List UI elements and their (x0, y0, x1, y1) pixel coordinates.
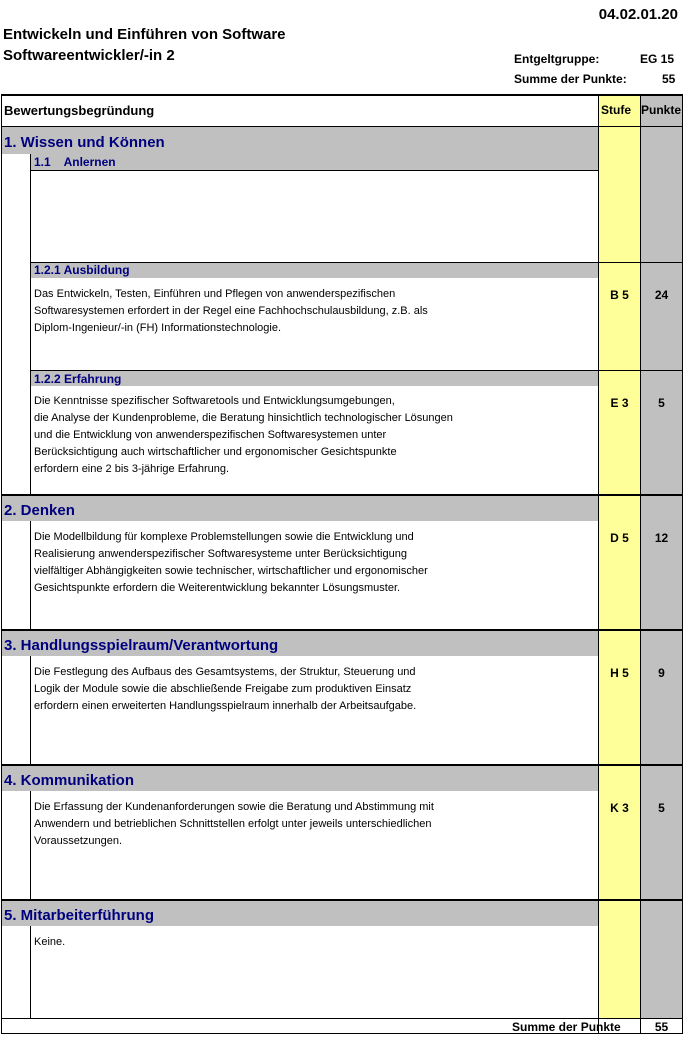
header-bottom-border (1, 126, 683, 127)
sub-1-1-border (30, 170, 598, 171)
section-title-5: 5. Mitarbeiterführung (4, 907, 155, 924)
punkte-left-border (640, 94, 641, 1034)
punkte-4: 5 (658, 801, 665, 815)
punkte-1-2-2: 5 (658, 396, 665, 410)
footer-summe-label: Summe der Punkte (512, 1020, 621, 1034)
header-stufe: Stufe (601, 103, 631, 117)
job-subtitle: Softwareentwickler/-in 2 (3, 47, 175, 64)
values-1-2-2-top-border (599, 370, 683, 371)
section-4-top-border (1, 764, 683, 766)
stufe-left-border (598, 94, 599, 1034)
punkte-column (641, 95, 682, 1018)
stufe-3: H 5 (610, 666, 629, 680)
section-title-1: 1. Wissen und Können (4, 134, 165, 151)
document-number: 04.02.01.20 (598, 6, 678, 23)
values-1-2-1-top-border (599, 262, 683, 263)
section-5-top-border (1, 899, 683, 901)
indent-line-2 (30, 521, 31, 629)
summe-value: 55 (662, 72, 676, 86)
section-band-2 (2, 496, 598, 521)
subsection-text-1-2-2: Die Kenntnisse spezifischer Softwaretools und Entwicklungsumgebungen, die Analyse der Kundenprobleme, die Beratung hinsichtlich technologischer Lösungen und die Entwicklung von anwenderspezifischen Softwaresystemen unter Berücksichtigung auch wirtschaftlicher und ergonomischer Gesichtspunkte erfordern eine 2 bis 3-jährige Erfahrung. (34, 395, 453, 475)
entgeltgruppe-label: Entgeltgruppe: (514, 52, 600, 66)
footer-summe-value: 55 (654, 1020, 669, 1034)
entgeltgruppe-value: EG 15 (640, 52, 675, 66)
job-title: Entwickeln und Einführen von Software (3, 26, 286, 43)
sub-band-1-1 (31, 154, 598, 170)
punkte-2: 12 (654, 531, 669, 545)
stufe-column (599, 95, 640, 1018)
summe-label: Summe der Punkte: (514, 72, 627, 86)
section-text-3: Die Festlegung des Aufbaus des Gesamtsystems, der Struktur, Steuerung und Logik der Module sowie die abschließende Freigabe zum produktiven Einsatz erfordern einen erweiterten Handlungsspielraum innerhalb der Arbeitsaufgabe. (34, 666, 417, 712)
subsection-title-1-1: 1.1 Anlernen (34, 155, 116, 169)
sub-1-2-2-top-border (30, 370, 598, 371)
table-top-border (1, 94, 683, 96)
section-text-4: Die Erfassung der Kundenanforderungen sowie die Beratung und Abstimmung mit Anwendern und betrieblichen Schnittstellen erfolgt unter jeweils unterschiedlichen Voraussetzungen. (34, 801, 434, 847)
section-title-3: 3. Handlungsspielraum/Verantwortung (4, 637, 279, 654)
indent-line-4 (30, 791, 31, 899)
section-3-top-border (1, 629, 683, 631)
subsection-text-1-2-1: Das Entwickeln, Testen, Einführen und Pflegen von anwenderspezifischen Softwaresystemen erfordert in der Regel eine Fachhochschulausbildung, z.B. als Diplom-Ingenieur/-in (FH) Informationstechnologie. (34, 288, 428, 334)
section-text-5: Keine. (34, 936, 66, 948)
indent-line-1 (30, 154, 31, 494)
stufe-4: K 3 (610, 801, 629, 815)
indent-line-3 (30, 656, 31, 764)
table-left-border (1, 94, 2, 1034)
subsection-title-1-2-1: 1.2.1 Ausbildung (34, 263, 130, 277)
stufe-2: D 5 (610, 531, 629, 545)
section-title-4: 4. Kommunikation (4, 772, 135, 789)
footer-top-border (1, 1018, 683, 1019)
punkte-3: 9 (658, 666, 665, 680)
header-punkte: Punkte (641, 103, 682, 117)
stufe-1-2-2: E 3 (610, 396, 629, 410)
section-title-2: 2. Denken (4, 502, 75, 519)
header-bewertung: Bewertungsbegründung (4, 103, 155, 118)
subsection-title-1-2-2: 1.2.2 Erfahrung (34, 372, 122, 386)
indent-line-5 (30, 926, 31, 1018)
punkte-1-2-1: 24 (654, 288, 669, 302)
stufe-1-2-1: B 5 (610, 288, 629, 302)
section-text-2: Die Modellbildung für komplexe Problemstellungen sowie die Entwicklung und Realisierung anwenderspezifischer Softwaresysteme unter Berücksichtigung vielfältiger Abhängigkeiten sowie technischer, wirtschaftlicher und ergonomischer Gesichtspunkte erfordern die Weiterentwicklung bekannter Lösungsmuster. (34, 531, 428, 594)
table-right-border (682, 94, 683, 1034)
section-2-top-border (1, 494, 683, 496)
